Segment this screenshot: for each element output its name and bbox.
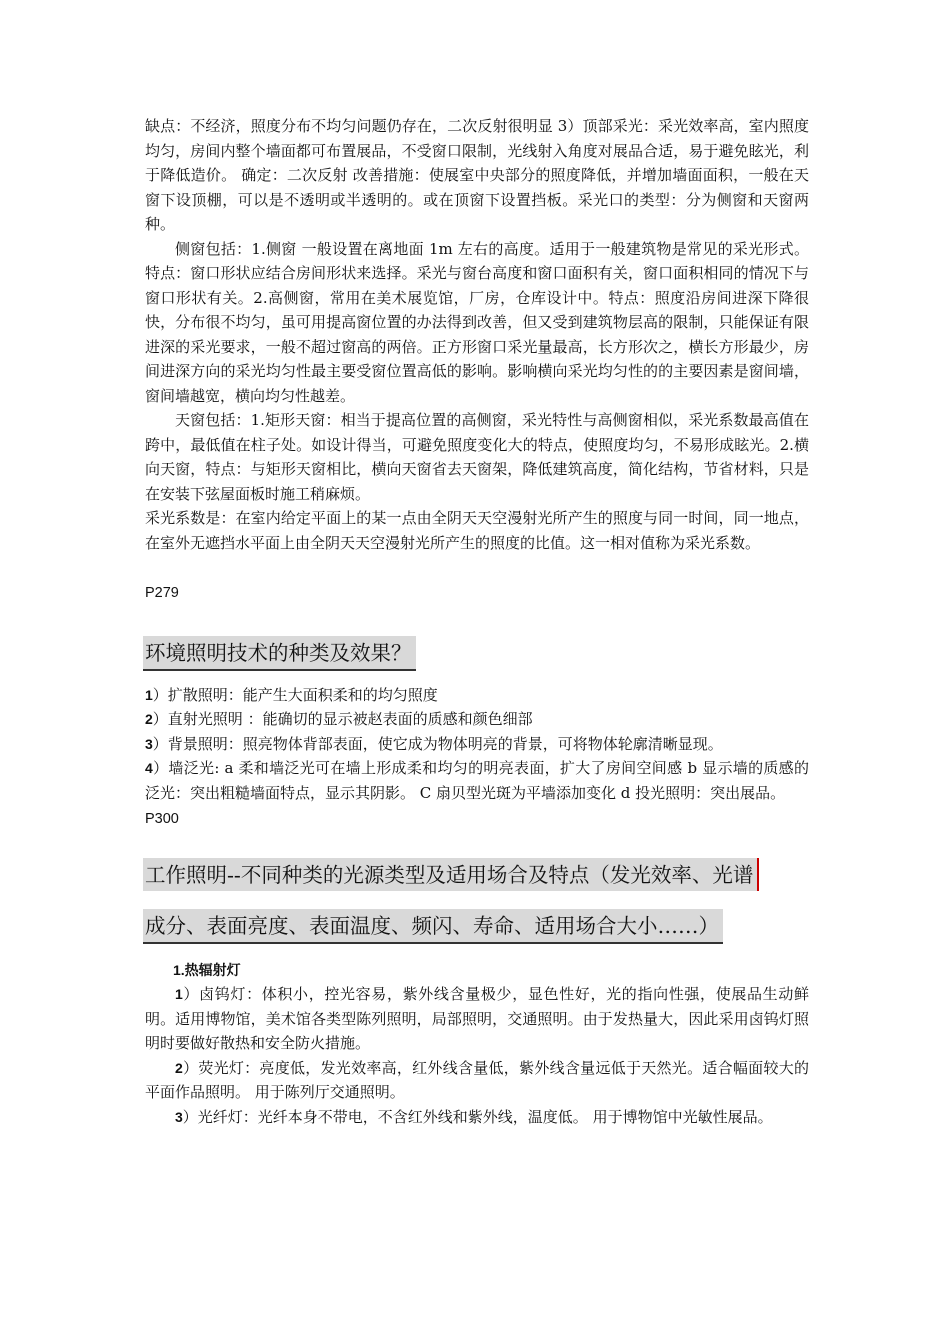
paragraph-daylight-factor: 采光系数是：在室内给定平面上的某一点由全阴天天空漫射光所产生的照度与同一时间，同一地点，在室外无遮挡水平面上由全阴天天空漫射光所产生的照度的比值。这一相对值称为采光系数。 bbox=[145, 509, 809, 552]
light-source-list bbox=[145, 982, 809, 1129]
list-item: 1）扩散照明：能产生大面积柔和的均匀照度 bbox=[145, 685, 438, 704]
heading-work-lighting-line2: 成分、表面亮度、表面温度、频闪、寿命、适用场合大小……） bbox=[143, 909, 723, 944]
list-item: 3）光纤灯：光纤本身不带电，不含红外线和紫外线，温度低。 用于博物馆中光敏性展品。 bbox=[175, 1107, 773, 1126]
document-body bbox=[145, 114, 809, 1129]
list-item: 2）直射光照明 ：能确切的显示被赵表面的质感和颜色细部 bbox=[145, 710, 533, 728]
list-item: 3）背景照明：照亮物体背部表面，使它成为物体明亮的背景，可将物体轮廓清晰显现。 bbox=[145, 734, 723, 753]
list-item: 4）墙泛光: a 柔和墙泛光可在墙上形成柔和均匀的明亮表面，扩大了房间空间感 b 显示墙的质感的泛光：突出粗糙墙面特点，显示其阴影。 C 扇贝型光斑为平墙添加变化 d 投光照明：突出展品。 bbox=[145, 759, 809, 802]
ambient-lighting-list bbox=[145, 683, 809, 806]
paragraph-skylight: 天窗包括：1.矩形天窗：相当于提高位置的高侧窗，采光特性与高侧窗相似，采光系数最高值在跨中，最低值在柱子处。如设计得当，可避免照度变化大的特点，使照度均匀，不易形成眩光。2.横向天窗，特点：与矩形天窗相比，横向天窗省去天窗架，降低建筑高度，简化结构，节省材料，只是在安装下弦屋面板时施工稍麻烦。 bbox=[145, 411, 809, 503]
page-reference: P279 bbox=[145, 585, 179, 601]
section-heading bbox=[145, 636, 809, 671]
heading-ambient-lighting: 环境照明技术的种类及效果？ bbox=[143, 636, 416, 671]
page-reference: P300 bbox=[145, 811, 179, 827]
list-item: 2）荧光灯：亮度低，发光效率高，红外线含量低，紫外线含量远低于天然光。适合幅面较大的平面作品照明。 用于陈列厅交通照明。 bbox=[145, 1058, 809, 1101]
paragraph-side-window: 侧窗包括：1.侧窗 一般设置在离地面 1m 左右的高度。适用于一般建筑物是常见的采光形式。 特点：窗口形状应结合房间形状来选择。采光与窗台高度和窗口面积有关，窗口面积相同的情况下与窗口形状有关。2.高侧窗，常用在美术展览馆，厂房，仓库设计中。特点：照度沿房间进深下降很快，分布很不均匀，虽可用提高窗位置的办法得到改善，但又受到建筑物层高的限制，只能保证有限进深的采光要求，一般不超过窗高的两倍。正方形窗口采光量最高，长方形次之，横长方形最少，房间进深方向的采光均匀性最主要受窗位置高低的影响。影响横向采光均匀性的的主要因素是窗间墙，窗间墙越宽，横向均匀性越差。 bbox=[145, 239, 809, 405]
list-item: 1）卤钨灯：体积小，控光容易，紫外线含量极少，显色性好，光的指向性强，使展品生动鲜明。适用博物馆，美术馆各类型陈列照明，局部照明，交通照明。由于发热量大，因此采用卤钨灯照明时要做好散热和安全防火措施。 bbox=[145, 985, 809, 1052]
subsection-title: 1.热辐射灯 bbox=[173, 961, 241, 978]
section-heading bbox=[145, 858, 809, 891]
section-heading bbox=[145, 909, 809, 944]
heading-work-lighting-line1: 工作照明--不同种类的光源类型及适用场合及特点（发光效率、光谱 bbox=[143, 858, 759, 891]
paragraph-top-lighting: 缺点：不经济，照度分布不均匀问题仍存在，二次反射很明显 3）顶部采光：采光效率高，室内照度均匀，房间内整个墙面都可布置展品，不受窗口限制，光线射入角度对展品合适，易于避免眩光，利于降低造价。 确定：二次反射 改善措施：使展室中央部分的照度降低，并增加墙面面积，一般在天窗下设顶棚，可以是不透明或半透明的。或在顶窗下设置挡板。采光口的类型：分为侧窗和天窗两种。 bbox=[145, 117, 809, 233]
